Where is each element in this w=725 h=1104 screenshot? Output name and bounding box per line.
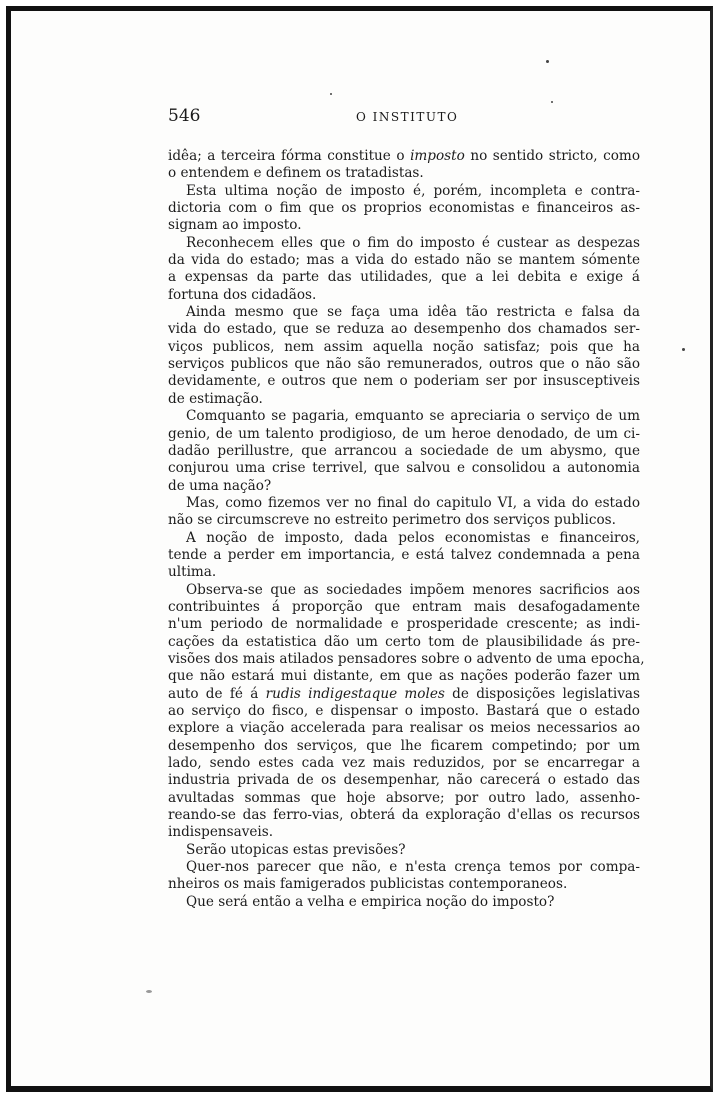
text-line: conjurou uma crise terrivel, que salvou e consolidou a autonomia — [168, 460, 640, 477]
text-line: de uma nação? — [168, 477, 272, 494]
text-line: vida do estado, que se reduza ao desempenho dos chamados ser- — [168, 321, 640, 338]
text-line: idêa; a terceira fórma constitue o imposto no sentido stricto, como — [168, 148, 641, 164]
page-number: 546 — [168, 106, 201, 126]
text-line: ultima. — [168, 564, 217, 581]
text-line: Mas, como fizemos ver no final do capitulo VI, a vida do estado — [186, 494, 640, 511]
text-line: viços publicos, nem assim aquella noção satisfaz; pois que ha — [168, 338, 640, 355]
text-line: auto de fé á rudis indigestaque moles de disposições legislativas — [168, 685, 640, 702]
text-line: Esta ultima noção de imposto é, porém, incompleta e contra- — [186, 182, 640, 199]
text-line: Comquanto se pagaria, emquanto se apreciaria o serviço de um — [186, 408, 640, 425]
text-line: indispensaveis. — [168, 824, 274, 841]
text-line: n'um periodo de normalidade e prosperidade crescente; as indi- — [168, 616, 640, 633]
text-line: dictoria com o fim que os proprios economistas e financeiros as- — [168, 200, 640, 217]
text-line: cações da estatistica dão um certo tom de plausibilidade ás pre- — [168, 633, 640, 650]
paper-speck — [682, 348, 685, 351]
text-line: signam ao imposto. — [168, 217, 302, 234]
running-head — [168, 106, 640, 128]
text-line: tende a perder em importancia, e está talvez condemnada a pena — [168, 546, 640, 563]
text-line: Que será então a velha e empirica noção do imposto? — [186, 893, 555, 910]
text-line: explore a viação accelerada para realisar os meios necessarios ao — [168, 720, 640, 737]
journal-title: O INSTITUTO — [356, 110, 459, 124]
text-line: dadão perillustre, que arrancou a sociedade de um abysmo, que — [168, 442, 640, 459]
body-text — [168, 148, 645, 911]
text-line: Ainda mesmo que se faça uma idêa tão restricta e falsa da — [186, 304, 640, 321]
text-line: Reconhecem elles que o fim do imposto é custear as despezas — [186, 234, 640, 251]
text-line: nheiros os mais famigerados publicistas contemporaneos. — [168, 876, 568, 893]
paper-speck — [546, 60, 549, 63]
text-line: contribuintes á proporção que entram mais desafogadamente — [168, 598, 640, 615]
text-line: Observa-se que as sociedades impõem menores sacrificios aos — [186, 581, 640, 598]
text-line: não se circumscreve no estreito perimetro dos serviços publicos. — [168, 512, 616, 529]
text-line: desempenho dos serviços, que lhe ficarem competindo; por um — [168, 737, 640, 754]
text-line: serviços publicos que não são remunerados, outros que o não são — [168, 356, 640, 373]
paper-speck — [551, 101, 553, 103]
text-line: Quer-nos parecer que não, e n'esta crença temos por compa- — [186, 859, 640, 876]
text-line: Serão utopicas estas previsões? — [186, 841, 406, 858]
text-line: devidamente, e outros que nem o poderiam ser por insusceptiveis — [168, 373, 640, 390]
text-line: visões dos mais atilados pensadores sobre o advento de uma epocha, — [168, 650, 645, 667]
text-line: da vida do estado; mas a vida do estado não se mantem sómente — [168, 252, 640, 269]
text-line: que não estará mui distante, em que as nações poderão fazer um — [168, 668, 640, 685]
text-line: lado, sendo estes cada vez mais reduzidos, por se encarregar a — [168, 755, 640, 772]
text-line: de estimação. — [168, 390, 263, 407]
text-line: reando-se das ferro-vias, obterá da exploração d'ellas os recursos — [168, 807, 640, 824]
text-line: fortuna dos cidadãos. — [168, 286, 317, 303]
paper-speck — [330, 93, 332, 95]
text-line: industria privada de os desempenhar, não carecerá o estado das — [168, 772, 640, 789]
text-line: ao serviço do fisco, e dispensar o imposto. Bastará que o estado — [168, 703, 640, 719]
paper-speck — [146, 990, 152, 993]
text-line: A noção de imposto, dada pelos economistas e financeiros, — [186, 529, 640, 546]
text-line: a expensas da parte das utilidades, que a lei debita e exige á — [168, 269, 640, 286]
text-line: o entendem e definem os tratadistas. — [168, 165, 424, 182]
text-line: avultadas sommas que hoje absorve; por outro lado, assenho- — [168, 789, 640, 806]
text-line: genio, de um talento prodigioso, de um heroe denodado, de um ci- — [168, 425, 640, 442]
